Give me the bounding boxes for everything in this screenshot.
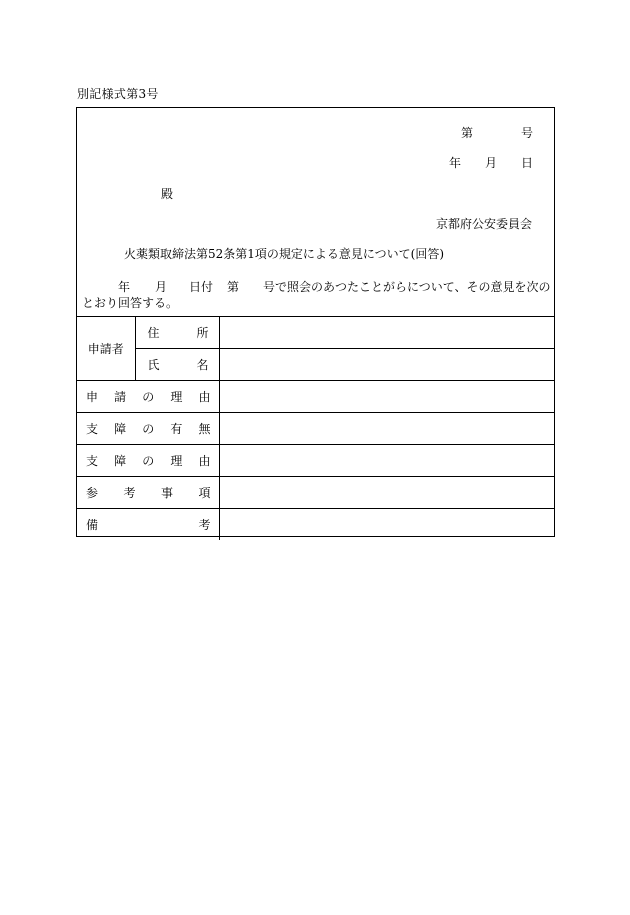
applicant-label: 申請者 (87, 342, 124, 356)
remarks-char: 備 (86, 518, 99, 532)
body-month: 月 (155, 280, 168, 294)
date-year: 年 (449, 156, 462, 170)
remarks-field[interactable] (219, 509, 554, 541)
reference-char: 考 (123, 486, 136, 500)
document-date-line (449, 154, 533, 171)
remarks-char: 考 (198, 518, 211, 532)
body-line-1 (77, 278, 554, 294)
reason-char: 申 (86, 390, 99, 404)
form-id: 別記様式第3号 (77, 87, 159, 101)
name-label-2: 名 (196, 358, 209, 372)
table-row (77, 349, 554, 381)
table-row (77, 413, 554, 445)
date-day: 日 (520, 156, 533, 170)
body-day-ref: 日付 (189, 280, 214, 294)
number-suffix: 号 (520, 126, 533, 140)
name-field[interactable] (219, 349, 554, 381)
table-row (77, 445, 554, 477)
reason-char: 理 (170, 390, 183, 404)
issuer-name: 京都府公安委員会 (436, 217, 533, 231)
impediment-reason-char: 理 (170, 454, 183, 468)
table-row (77, 477, 554, 509)
reason-char: 請 (114, 390, 127, 404)
reference-label-cell (77, 477, 219, 509)
address-field[interactable] (219, 317, 554, 349)
name-label-cell (135, 349, 219, 381)
name-label-1: 氏 (147, 358, 160, 372)
impediment-presence-field[interactable] (219, 413, 554, 445)
reference-char: 項 (198, 486, 211, 500)
impediment-reason-char: 支 (86, 454, 99, 468)
reason-char: 由 (198, 390, 211, 404)
impediment-char: 障 (114, 422, 127, 436)
impediment-reason-char: の (142, 454, 155, 468)
reference-char: 事 (160, 486, 173, 500)
impediment-reason-label-cell (77, 445, 219, 477)
body-year: 年 (118, 280, 131, 294)
response-table (77, 316, 554, 540)
document-title: 火薬類取締法第52条第1項の規定による意見について(回答) (124, 247, 445, 261)
impediment-char: 無 (198, 422, 211, 436)
impediment-reason-field[interactable] (219, 445, 554, 477)
address-label-cell (135, 317, 219, 349)
body-number-prefix: 第 (227, 280, 240, 294)
table-row (77, 509, 554, 541)
reference-matters-field[interactable] (219, 477, 554, 509)
form-frame (76, 107, 555, 537)
body-text: 号で照会のあつたことがらについて、その意見を次の (263, 280, 551, 294)
address-label-2: 所 (196, 326, 209, 340)
reference-char: 参 (86, 486, 99, 500)
impediment-char: 支 (86, 422, 99, 436)
document-number-line (461, 124, 533, 141)
impediment-label-cell (77, 413, 219, 445)
applicant-label-cell (77, 317, 135, 381)
date-month: 月 (484, 156, 497, 170)
impediment-reason-char: 由 (198, 454, 211, 468)
table-row (77, 317, 554, 349)
application-reason-field[interactable] (219, 381, 554, 413)
body-line-2: とおり回答する。 (82, 296, 179, 310)
reason-label-cell (77, 381, 219, 413)
remarks-label-cell (77, 509, 219, 541)
reason-char: の (142, 390, 155, 404)
impediment-reason-char: 障 (114, 454, 127, 468)
impediment-char: の (142, 422, 155, 436)
table-row (77, 381, 554, 413)
impediment-char: 有 (170, 422, 183, 436)
addressee-suffix: 殿 (161, 187, 174, 201)
address-label-1: 住 (147, 326, 160, 340)
number-prefix: 第 (461, 126, 474, 140)
